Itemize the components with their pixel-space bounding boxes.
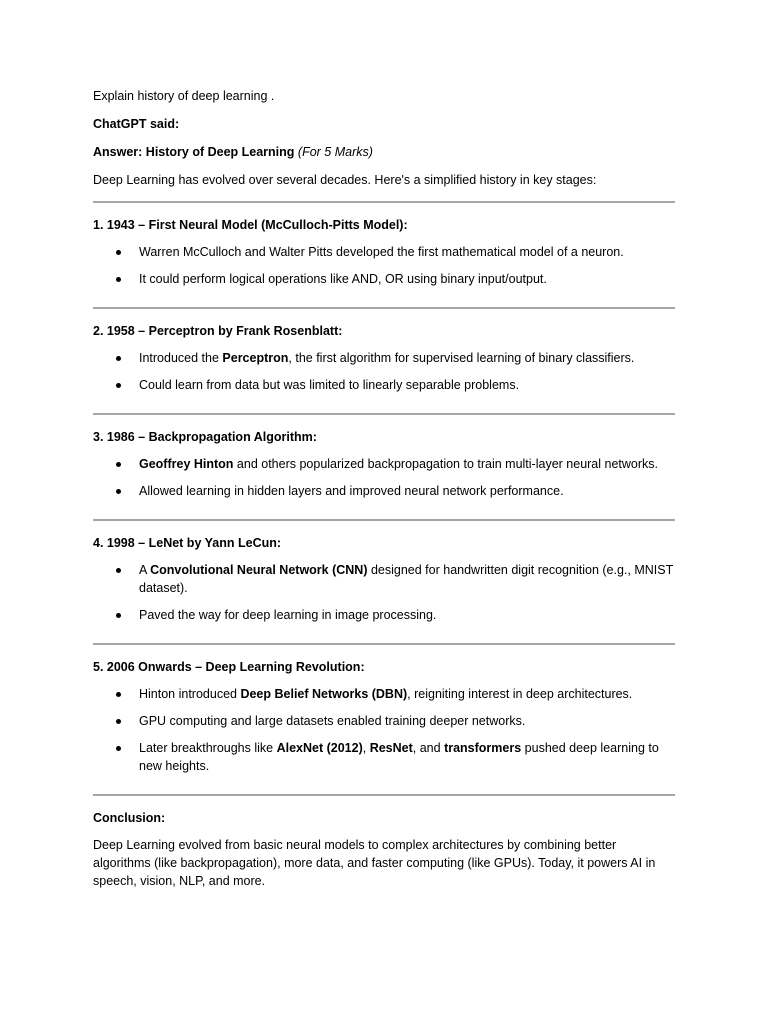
section-title: 4. 1998 – LeNet by Yann LeCun: [93, 536, 282, 550]
section-title: 5. 2006 Onwards – Deep Learning Revolution: [93, 660, 365, 674]
bullet-list [93, 455, 675, 500]
section-1958 [93, 309, 675, 413]
bullet-item [93, 270, 675, 288]
bullet-list [93, 349, 675, 394]
bullet-item [93, 739, 675, 775]
bullet-bold-term: AlexNet (2012) [276, 741, 363, 755]
section-title: 1. 1943 – First Neural Model (McCulloch-Pitts Model): [93, 218, 408, 232]
bullet-text: Warren McCulloch and Walter Pitts developed the first mathematical model of a neuron. [139, 245, 624, 259]
bullet-list [93, 561, 675, 624]
document-content [93, 87, 675, 900]
section-1986 [93, 415, 675, 519]
bullet-item [93, 243, 675, 261]
bullet-bold-term: Convolutional Neural Network (CNN) [150, 563, 368, 577]
bullet-item [93, 685, 675, 703]
bullet-item [93, 712, 675, 730]
section-2006 [93, 645, 675, 794]
section-1998 [93, 521, 675, 643]
intro-paragraph: Deep Learning has evolved over several decades. Here's a simplified history in key stages: [93, 173, 597, 187]
bullet-text: Hinton introduced [139, 687, 241, 701]
answer-heading [93, 143, 675, 161]
bullet-item [93, 606, 675, 624]
bullet-text: Could learn from data but was limited to linearly separable problems. [139, 378, 520, 392]
speaker-label: ChatGPT said: [93, 117, 180, 131]
section-1943 [93, 203, 675, 307]
bullet-bold-term: ResNet [369, 741, 413, 755]
bullet-text: Paved the way for deep learning in image processing. [139, 608, 437, 622]
bullet-text: , the first algorithm for supervised learning of binary classifiers. [288, 351, 635, 365]
bullet-text: A [139, 563, 151, 577]
bullet-list [93, 243, 675, 288]
bullet-bold-term: Perceptron [222, 351, 289, 365]
user-question: Explain history of deep learning . [93, 89, 275, 103]
bullet-item [93, 561, 675, 597]
bullet-text: designed for handwritten digit recognition (e.g., MNIST dataset). [139, 563, 673, 595]
section-title: 2. 1958 – Perceptron by Frank Rosenblatt: [93, 324, 343, 338]
bullet-item [93, 482, 675, 500]
bullet-item [93, 455, 675, 473]
bullet-text: Allowed learning in hidden layers and improved neural network performance. [139, 484, 564, 498]
bullet-text: It could perform logical operations like AND, OR using binary input/output. [139, 272, 547, 286]
conclusion-section [93, 796, 675, 900]
bullet-text: Introduced the [139, 351, 223, 365]
bullet-bold-term: transformers [444, 741, 522, 755]
answer-heading-title: Answer: History of Deep Learning [93, 145, 295, 159]
bullet-item [93, 376, 675, 394]
bullet-item [93, 349, 675, 367]
conclusion-title: Conclusion: [93, 811, 166, 825]
bullet-text: Later breakthroughs like [139, 741, 277, 755]
bullet-text: and others popularized backpropagation to train multi-layer neural networks. [233, 457, 658, 471]
bullet-text: pushed deep learning to new heights. [139, 741, 659, 773]
bullet-text: , [362, 741, 370, 755]
bullet-list [93, 685, 675, 775]
bullet-text: GPU computing and large datasets enabled training deeper networks. [139, 714, 526, 728]
bullet-text: , and [412, 741, 445, 755]
bullet-bold-term: Deep Belief Networks (DBN) [240, 687, 408, 701]
section-title: 3. 1986 – Backpropagation Algorithm: [93, 430, 317, 444]
bullet-bold-term: Geoffrey Hinton [139, 457, 234, 471]
conclusion-text: Deep Learning evolved from basic neural models to complex architectures by combining better algorithms (like backpropagation), more data, and faster computing (like GPUs). Today, it powers AI in speech, vision, NLP, and more. [93, 838, 656, 888]
answer-heading-marks: (For 5 Marks) [297, 145, 373, 159]
bullet-text: , reigniting interest in deep architectures. [407, 687, 633, 701]
